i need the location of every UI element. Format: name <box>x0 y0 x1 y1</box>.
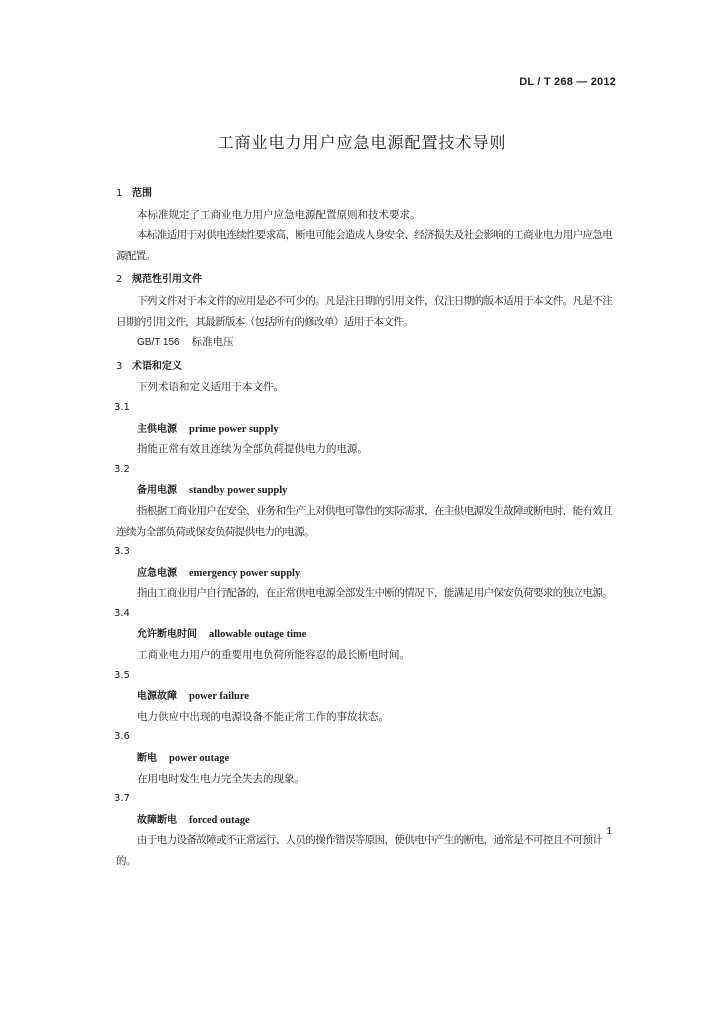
term-chinese: 故障断电 <box>137 814 177 826</box>
term-definition: 在用电时发生电力完全失去的现象。 <box>137 772 305 785</box>
term-english: power failure <box>189 691 249 703</box>
clause-number: 3.6 <box>114 731 130 743</box>
reference-item <box>116 332 620 353</box>
clause-number: 3.2 <box>114 463 130 475</box>
term-definition: 指根据工商业用户在安全、业务和生产上对供电可靠性的实际需求，在主供电源发生故障或断电时，能有效且连续为全部负荷或保安负荷提供电力的电源。 <box>116 504 613 538</box>
term-english: forced outage <box>189 814 250 826</box>
term-chinese: 应急电源 <box>137 567 177 579</box>
term-chinese: 备用电源 <box>137 485 177 497</box>
section-heading-normative-references <box>116 270 620 291</box>
term-entry <box>116 748 620 769</box>
section-title: 范围 <box>132 188 152 199</box>
clause-number: 3.5 <box>114 669 130 681</box>
standard-code: DL / T 268 — 2012 <box>519 76 616 88</box>
term-chinese: 断电 <box>137 753 157 765</box>
section-heading-terms-definitions <box>116 357 620 378</box>
term-definition: 指能正常有效且连续为全部负荷提供电力的电源。 <box>137 443 368 456</box>
section-heading-scope <box>116 184 620 205</box>
term-entry <box>116 624 620 645</box>
section-title: 规范性引用文件 <box>132 274 202 286</box>
reference-code: GB/T 156 <box>137 337 180 349</box>
document-body <box>116 184 620 872</box>
document-title: 工商业电力用户应急电源配置技术导则 <box>217 133 507 152</box>
page-number: 1 <box>606 826 612 837</box>
clause-number: 3.4 <box>114 607 130 619</box>
section-number: 2 <box>116 274 123 286</box>
paragraph: 下列术语和定义适用于本文件。 <box>137 381 284 394</box>
term-chinese: 主供电源 <box>137 423 177 435</box>
term-entry <box>116 480 620 501</box>
term-english: power outage <box>169 753 230 765</box>
term-definition: 工商业电力用户的重要用电负荷所能容忍的最长断电时间。 <box>137 649 410 662</box>
reference-name: 标准电压 <box>191 336 234 349</box>
term-chinese: 电源故障 <box>137 691 177 703</box>
term-entry <box>116 810 620 831</box>
term-english: standby power supply <box>189 485 288 497</box>
term-definition: 电力供应中出现的电源设备不能正常工作的事故状态。 <box>137 710 389 723</box>
paragraph: 本标准规定了工商业电力用户应急电源配置原则和技术要求。 <box>137 208 421 221</box>
paragraph: 本标准适用于对供电连续性要求高，断电可能会造成人身安全、经济损失及社会影响的工商业电力用户应急电源配置。 <box>116 229 613 262</box>
term-entry <box>116 563 620 584</box>
term-definition: 指由工商业用户自行配备的，在正常供电电源全部发生中断的情况下，能满足用户保安负荷要求的独立电源。 <box>137 587 613 600</box>
paragraph: 下列文件对于本文件的应用是必不可少的。凡是注日期的引用文件，仅注日期的版本适用于本文件。凡是不注日期的引用文件，其最新版本（包括所有的修改单）适用于本文件。 <box>116 294 613 328</box>
term-entry <box>116 419 620 440</box>
clause-number: 3.3 <box>114 546 130 558</box>
section-title: 术语和定义 <box>132 360 182 372</box>
term-english: emergency power supply <box>189 567 301 579</box>
term-definition: 由于电力设备故障或不正常运行、人员的操作错误等原因，使供电中产生的断电，通常是不可控且不可预计的。 <box>116 834 603 867</box>
term-chinese: 允许断电时间 <box>137 629 197 641</box>
clause-number: 3.7 <box>114 793 130 805</box>
clause-number: 3.1 <box>114 401 130 413</box>
term-english: allowable outage time <box>209 629 307 641</box>
section-number: 3 <box>116 360 123 372</box>
section-number: 1 <box>116 188 123 199</box>
term-english: prime power supply <box>189 423 279 435</box>
term-entry <box>116 686 620 707</box>
